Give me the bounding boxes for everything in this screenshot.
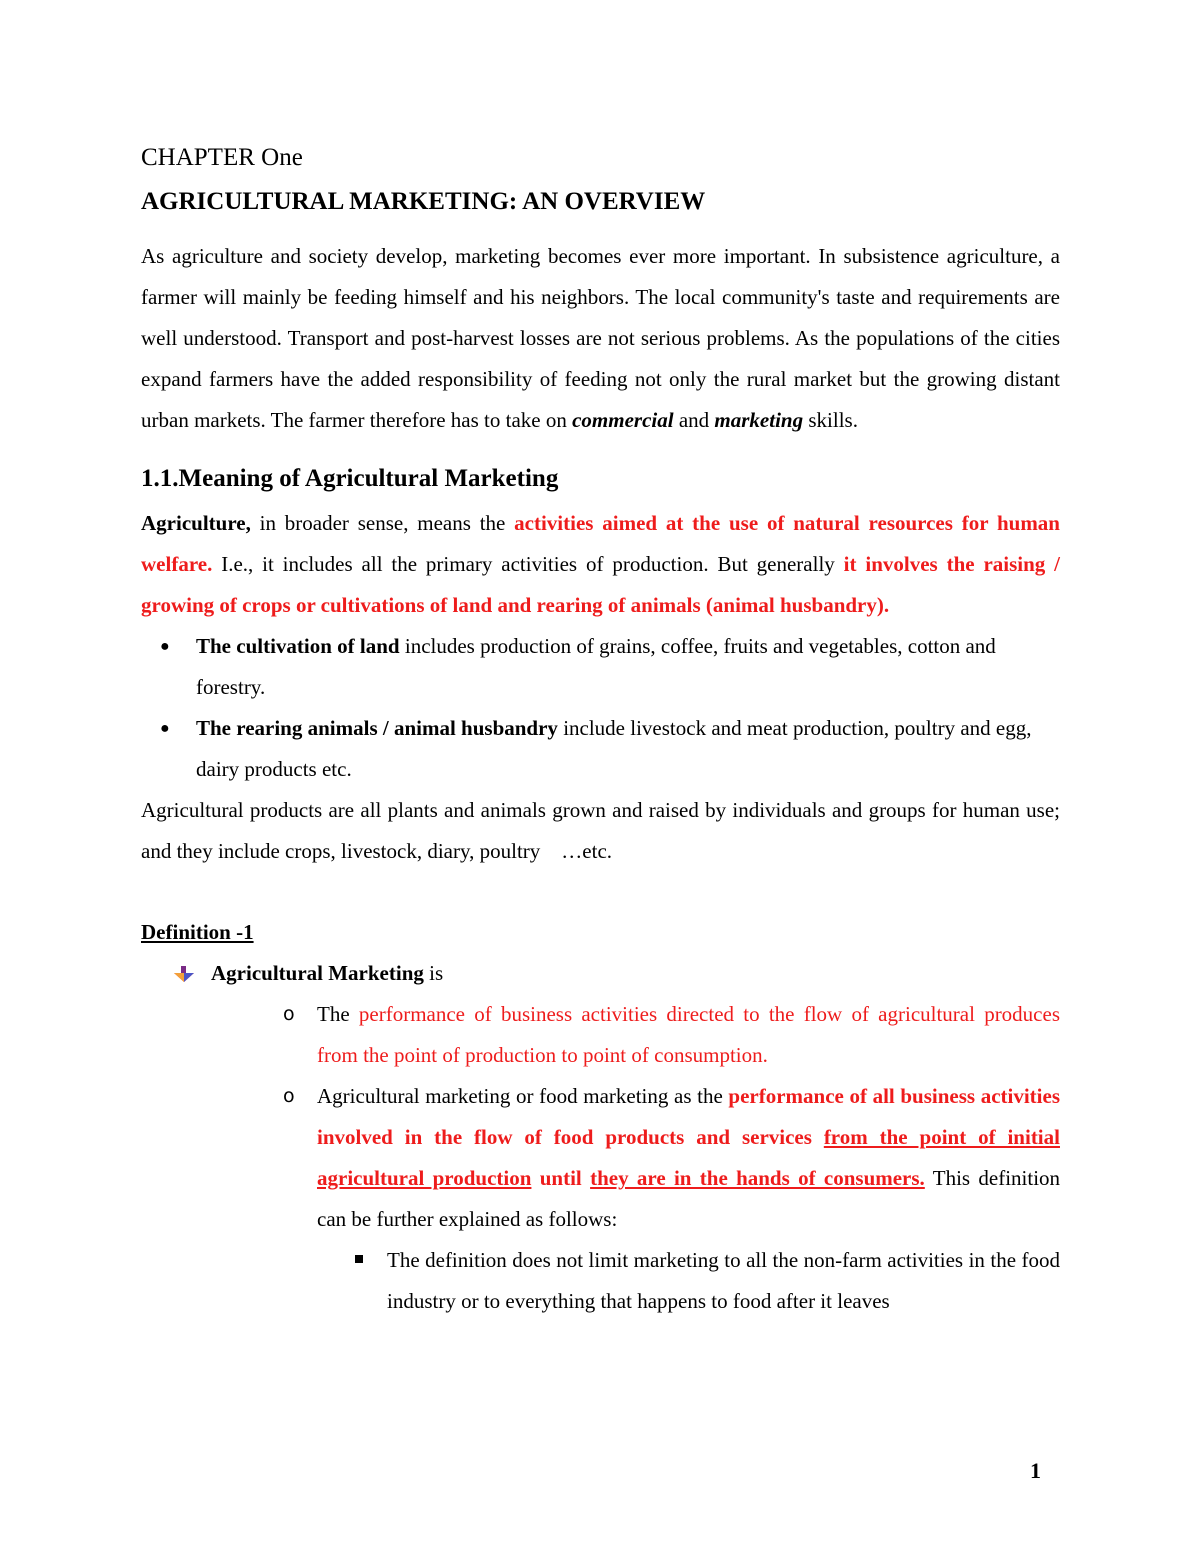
space (812, 1125, 824, 1149)
definition-head (141, 953, 1060, 994)
def-item-2-red-4: they are in the hands of consumers. (590, 1166, 925, 1190)
chapter-title: AGRICULTURAL MARKETING: AN OVERVIEW (141, 188, 706, 215)
section-title: Meaning of Agricultural Marketing (178, 465, 559, 492)
agriculture-paragraph (141, 503, 1060, 626)
list-item (141, 626, 1060, 708)
definition-title: Definition -1 (141, 920, 254, 944)
definition-sub-list (141, 1240, 1060, 1322)
def-item-1-red: performance of business activities directed to the flow of agricultural produces from the point of production to point of consumption. (317, 1002, 1060, 1067)
agri-text-1: in broader sense, means the (250, 511, 515, 535)
def-item-2-red-2: from the point of initial agricultural production (317, 1125, 1060, 1190)
section-heading (141, 457, 1060, 501)
agriculture-term: Agriculture, (141, 511, 251, 535)
bullet-bold: The cultivation of land (196, 634, 400, 658)
circle-bullet-icon: o (283, 1085, 295, 1107)
definition-term: Agricultural Marketing (211, 961, 424, 985)
intro-text-2: and (673, 408, 715, 432)
definition-is: is (423, 961, 444, 985)
intro-text-3: skills. (803, 408, 858, 432)
def-item-2-red-1: performance of all business activities involved in the flow of food products and services (317, 1084, 1060, 1149)
intro-paragraph (141, 236, 1060, 441)
bullet-text: includes production of grains, coffee, fruits and vegetables, cotton and forestry. (196, 634, 996, 699)
list-item (141, 994, 1060, 1076)
definition-list (141, 994, 1060, 1240)
square-bullet-icon (355, 1255, 363, 1263)
space (531, 1166, 539, 1190)
intro-em-commercial: commercial (572, 408, 674, 432)
agri-red-1: activities aimed at the use of natural resources for human welfare. (141, 511, 1060, 576)
agri-text-2: I.e., it includes all the primary activities of production. But generally (212, 552, 844, 576)
def-item-2-post: This definition can be further explained as follows: (317, 1166, 1061, 1231)
def-item-2-pre: Agricultural marketing or food marketing as the (317, 1084, 729, 1108)
section-number: 1.1. (141, 465, 179, 492)
bullet-icon: ● (160, 720, 170, 737)
list-item (141, 1076, 1060, 1240)
bullet-icon: ● (160, 638, 170, 655)
intro-em-marketing: marketing (714, 408, 804, 432)
arrow-bullet-icon (174, 966, 194, 982)
agri-red-2: it involves the raising / growing of crops or cultivations of land and rearing of animals (animal husbandry). (141, 552, 1060, 617)
products-paragraph: Agricultural products are all plants and animals grown and raised by individuals and groups for human use; and they include crops, livestock, diary, poultry …etc. (141, 798, 1066, 863)
def-item-1-pre: The (317, 1002, 359, 1026)
bullet-text: include livestock and meat production, poultry and egg, dairy products etc. (196, 716, 1032, 781)
def-item-2-red-3: until (539, 1166, 582, 1190)
intro-text-1: As agriculture and society develop, marketing becomes ever more important. In subsistence agriculture, a farmer will mainly be feeding himself and his neighbors. The local community's taste and requirements are well understood. Transport and post-harvest losses are not serious problems. As the populations of the cities expand farmers have the added responsibility of feeding not only the rural market but the growing distant urban markets. The farmer therefore has to take on (141, 244, 1060, 432)
circle-bullet-icon: o (283, 1003, 295, 1025)
chapter-label: CHAPTER One (141, 144, 303, 171)
page-number: 1 (1030, 1458, 1041, 1483)
bullet-bold: The rearing animals / animal husbandry (196, 716, 558, 740)
sub-item-text: The definition does not limit marketing to all the non-farm activities in the food industry or to everything that happens to food after it leaves (387, 1248, 1060, 1313)
agriculture-bullet-list (141, 626, 1060, 790)
space (582, 1166, 590, 1190)
page-content (141, 136, 1066, 1322)
list-item (141, 708, 1060, 790)
list-item (141, 1240, 1060, 1322)
